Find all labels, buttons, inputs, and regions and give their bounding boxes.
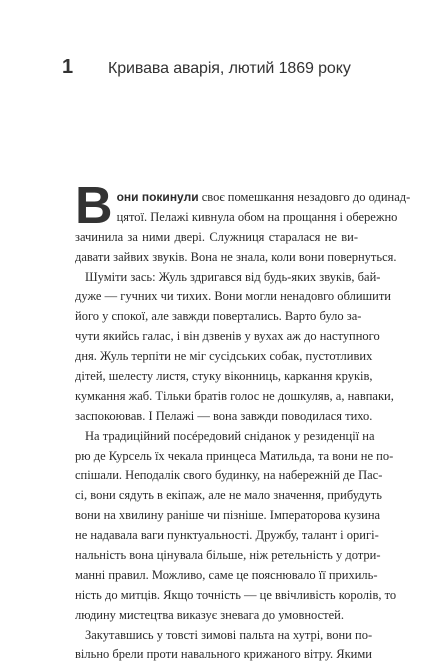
lead-in: они покинули bbox=[116, 190, 199, 204]
drop-cap: В bbox=[75, 177, 113, 235]
paragraph-3 bbox=[75, 427, 397, 626]
text-line: Закутавшись у товсті зимові пальта на хутрі, вони по- bbox=[85, 627, 373, 642]
text-line: ність до митців. Якщо точність — це ввічливість королів, то bbox=[75, 587, 397, 602]
text-line: манні правил. Можливо, саме це пояснювало її прихиль- bbox=[75, 567, 378, 582]
text-line: Шуміти зась: Жуль здригався від будь-яких звуків, бай- bbox=[85, 269, 381, 284]
drop-cap-lines bbox=[75, 177, 411, 235]
text-line bbox=[75, 188, 411, 208]
text-line: вони на хвилину раніше чи пізніше. Імператорова кузина bbox=[75, 508, 381, 523]
text-line: дуже — гучних чи тихих. Вони могли ненадовго облишити bbox=[75, 289, 391, 304]
text-line: людину мистецтва виказує зневага до умовностей. bbox=[75, 607, 344, 622]
text-line: сі, вони сядуть в екіпаж, але не мало значення, прибудуть bbox=[75, 488, 382, 503]
text-line: нальність вона цінувала більше, ніж ретельність у дотри- bbox=[75, 548, 381, 563]
paragraph-4 bbox=[75, 626, 373, 665]
paragraph-2 bbox=[75, 268, 394, 427]
text-line: давати зайвих звуків. Вона не знала, коли вони повернуться. bbox=[75, 249, 397, 264]
text-line: дітей, шелесту листя, стуку віконниць, каркання круків, bbox=[75, 369, 373, 384]
text-line: На традиційний посéредовий сніданок у резиденції на bbox=[85, 428, 375, 443]
text-line: кумкання жаб. Тільки братів голос не дошкуляв, а, навпаки, bbox=[75, 388, 394, 403]
chapter-number: 1 bbox=[62, 56, 74, 78]
text-line: спішали. Неподалік свого будинку, на набережній де Пас- bbox=[75, 468, 383, 483]
text-line: зачинила за ними двері. Служниця старалася не ви- bbox=[75, 229, 358, 244]
chapter-title: Кривава аварія, лютий 1869 року bbox=[108, 60, 351, 77]
text-line: вільно брели проти навального крижаного вітру. Якими bbox=[75, 647, 372, 662]
text-line: рю де Курсель їх чекала принцеса Матильда, та вони не по- bbox=[75, 448, 394, 463]
text-line: дня. Жуль терпіти не міг сусідських собак, пустотливих bbox=[75, 349, 373, 364]
text-line: його у спокої, але завжди повертались. Варто було за- bbox=[75, 309, 362, 324]
body-text bbox=[75, 177, 411, 665]
text-span: своє помешкання незадовго до одинад- bbox=[198, 190, 411, 204]
text-line: чути якийсь галас, і він дзвенів у вухах аж до наступного bbox=[75, 329, 380, 344]
text-line: цятої. Пелажі кивнула обом на прощання і обережно bbox=[116, 209, 398, 224]
text-line: заспокоював. І Пелажі — вона завжди поводилася тихо. bbox=[75, 408, 373, 423]
text-line: не надавала ваги пунктуальності. Дружбу, талант і оригі- bbox=[75, 528, 379, 543]
chapter-heading bbox=[62, 56, 351, 79]
paragraph-1 bbox=[75, 177, 411, 268]
